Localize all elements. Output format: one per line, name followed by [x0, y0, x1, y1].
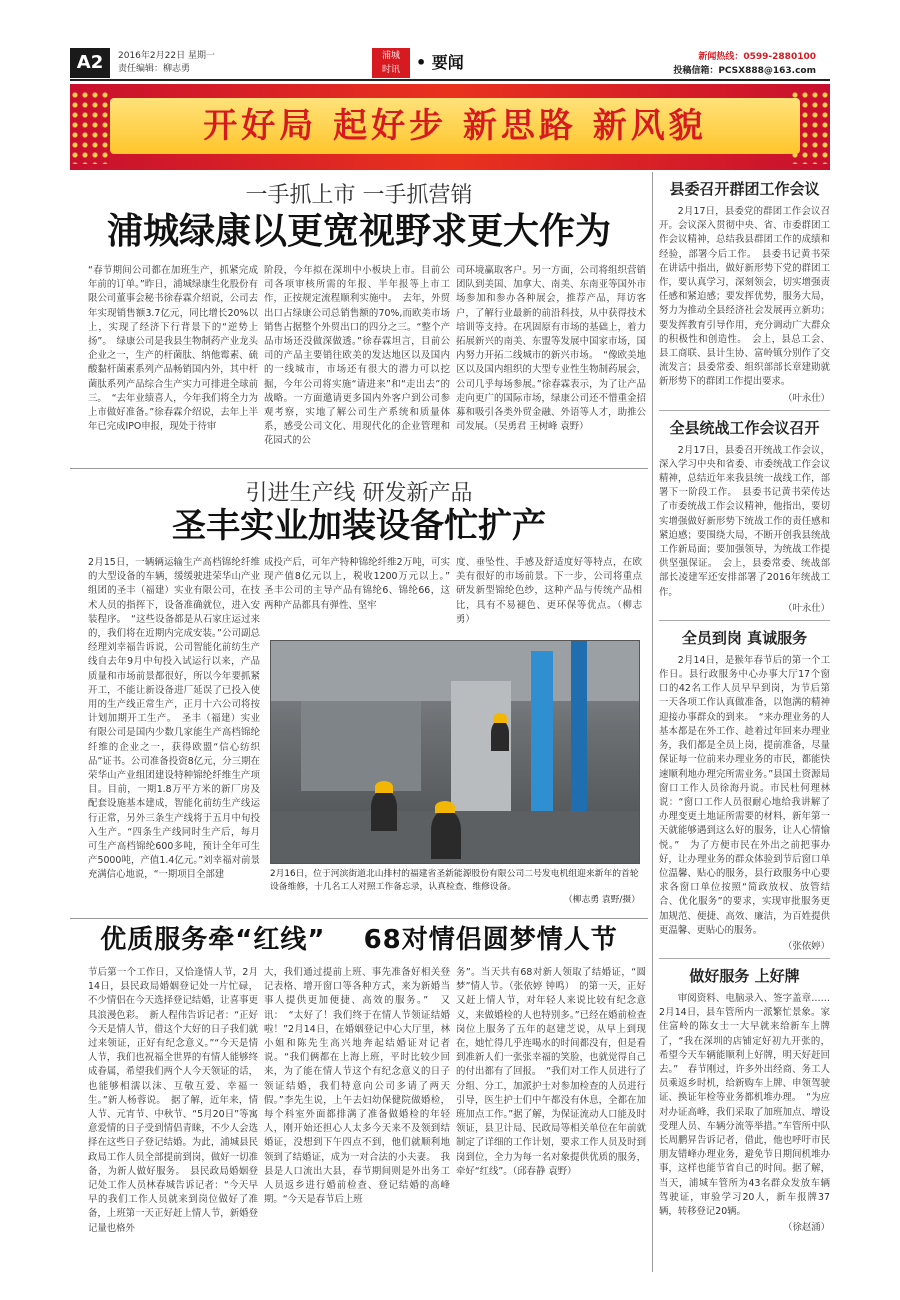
- section-label: 要闻: [431, 53, 464, 72]
- story1-col1: “春节期间公司都在加班生产，抓紧完成年前的订单。”昨日，浦城绿康生化股份有限公司董事会秘书徐春霖介绍说，公司去年实现销售额3.7亿元，同比增长20%以上，实现了经济下行背景下的“逆势上扬”。 绿康公司是我县生物制药产业龙头企业之一，生产的杆菌肽、纳他霉素、硫酸黏杆菌素系列产品畅销国内外，其中杆菌肽系列产品综合生产实力可排进全球前三。 “去年业绩喜人，今年我们将全力为上市做好准备。”徐春霖介绍说，去年上半年已完成IPO申报，现处于待审: [88, 265, 258, 433]
- contact-info: [673, 50, 816, 78]
- story2-col3: 度、垂坠性、手感及舒适度好等特点，在欧美有很好的市场前景。下一步，公司将重点研发新型锦纶色纱，这种产品与传统产品相比，具有不易褪色、更环保等优点。（柳志勇）: [456, 557, 642, 625]
- banner-panel: [110, 98, 800, 154]
- story1-col3: 司环境赢取客户。另一方面，公司将组织营销团队到美国、加拿大、南美、东南亚等国外市场参加和参办各种展会，推荐产品，拜访客户，了解行业最新的前沿科技，从中获得技术培训等支持。在巩固原有市场的基础上，着力拓展新兴的南美、东盟等发展中国家市场，国内努力开拓二线城市的新兴市场。 “像欧美地区以及国内组织的大型专业性生物制药展会，公司几乎每场参展。”徐春霖表示，为了让产品走向更广的国际市场，绿康公司还不惜重金招募和吸引各类外贸金融、外语等人才，助推公司发展。（吴勇君 王树峰 袁野）: [456, 265, 646, 433]
- story3-headline-part1: 优质服务牵“红线”: [100, 925, 326, 955]
- photo-worker-3: [491, 721, 509, 751]
- brief-title: 县委召开群团工作会议: [669, 180, 820, 198]
- brief-title: 全县统战工作会议召开: [669, 418, 820, 437]
- brief-byline: （叶永仕）: [783, 602, 830, 614]
- brief-divider: [659, 958, 830, 959]
- editor-credit: 责任编辑：柳志勇: [118, 64, 191, 74]
- slogan-banner: [70, 84, 830, 170]
- brief-body: 2月17日，县委党的群团工作会议召开。会议深入贯彻中央、省、市委群团工作会议精神，总结我县群团工作的成绩和经验，部署今后工作。 县委书记黄书荣在讲话中指出，做好新形势下党的群团工作，要认真学习，深刻领会，切实增强责任感和紧迫感；要发挥优势，服务大局，努力为推动全县经济社会发展再立新功；要发挥教育引导作用，充分调动广大群众的积极性和创造性。 会上，县总工会、县工商联、县计生协、富岭镇分别作了交流发言；县委常委、组织部部长章建勋就新形势下的群团工作提出要求。: [659, 206, 830, 388]
- story2-headline: 圣丰实业加装设备忙扩产: [172, 506, 546, 546]
- story2-col2: 成投产后，可年产特种锦纶纤维2万吨，可实现产值8亿元以上，税收1200万元以上。” 圣丰公司的主导产品有锦纶6、锦纶66，这两种产品都具有弹性、坚牢: [264, 557, 450, 611]
- photo-machinery: [301, 701, 421, 791]
- story3-col1: 节后第一个工作日，又恰逢情人节，2月14日，县民政局婚姻登记处一片忙碌，不少情侣在今天选择登记结婚，让喜事更具浪漫色彩。 新人程伟告诉记者：“正好今天是情人节，借这个大好的日子我们就过来领证，正好有纪念意义。”“今天是情人节，我们也祝福全世界的有情人能够终成眷属，希望我们两个人今天领证的话，也能够相濡以沫、互敬互爱、幸福一生。”新人杨蓉说。 据了解，近年来，情人节、元宵节、中秋节、“5月20日”等寓意爱情的日子受到情侣青睐，不少人会选择在这些日子登记结婚。为此，浦城县民政局工作人员全部提前到岗，做好一切准备，为新人做好服务。 县民政局婚姻登记处工作人员林春城告诉记者：“今天早早的我们工作人员就来到岗位做好了准备，上班第一天正好赶上情人节，新婚登记量也格外: [88, 967, 258, 1234]
- story3-headline: [70, 922, 648, 958]
- brief-divider: [659, 620, 830, 621]
- story1-col2: 阶段，今年拟在深圳中小板块上市。目前公司各项审核所需的年报、半年报等上市工作，正按规定流程顺利实施中。 去年，外贸出口占绿康公司总销售额的70%,而欧美市场销售占据整个外贸出口的四分之三。“整个产品市场还没做深做透。”徐春霖坦言，目前公司的产品主要销往欧美的发达地区以及国内的一线城市，市场还有很大的潜力可以挖掘，今年公司将实施“请进来”和“走出去”的战略。一方面邀请更多国内外客户到公司参观考察，实地了解公司生产系统和质量体系，感受公司文化、用现代化的企业管理和花园式的公: [264, 265, 450, 447]
- photo-helmet-1: [375, 781, 393, 793]
- brief-divider: [659, 410, 830, 411]
- brief-title: 做好服务 上好牌: [689, 966, 800, 985]
- brief-item: [659, 417, 830, 614]
- page-number: A2: [70, 48, 110, 78]
- story3-col3: 务”。当天共有68对新人领取了结婚证，“圆梦”情人节。（张依婷 钟鸣） 的第一天，正好又赶上情人节，对年轻人来说比较有纪念意义，来做婚检的人也特别多。”已经在婚前检查岗位上服务了五年的赵建芝说，从早上到现在，她忙得几乎连喝水的时间都没有，但是看到准新人们一张张幸福的笑脸，也就觉得自己的付出都有了回报。 “我们对工作人员进行了分组、分工，加派护士对参加检查的人员进行引导，医生护士们中午都没有休息，全都在加班加点工作。”据了解，为保证流动人口能及时领证，县卫计局、民政局等相关单位在年前就制定了详细的工作计划，要求工作人员及时到岗到位，全力为每一名对象提供优质的服务，牵好“红线”。（邱春静 袁野）: [456, 967, 646, 1177]
- divider: [70, 468, 648, 469]
- brief-title: 全员到岗 真诚服务: [681, 628, 808, 647]
- brief-byline: （徐赵涌）: [783, 1222, 830, 1234]
- brief-byline: （叶永仕）: [783, 392, 830, 404]
- section-title: • 要闻: [416, 53, 464, 72]
- issue-info: [118, 50, 215, 76]
- logo-text: 浦城时讯: [381, 51, 400, 75]
- brief-item: [659, 627, 830, 952]
- news-photo-power-plant: [270, 640, 640, 864]
- brief-item: [659, 965, 830, 1233]
- banner-decor-left: [70, 90, 110, 164]
- page-header: [0, 0, 900, 82]
- photo-worker-2: [431, 811, 461, 859]
- story1-kicker: 一手抓上市 一手抓营销: [245, 183, 473, 208]
- news-hotline: 新闻热线：0599-2880100: [698, 52, 816, 62]
- story3-headline-part2: 68对情侣圆梦情人节: [363, 925, 618, 955]
- masthead-logo: [372, 48, 410, 78]
- photo-tank: [451, 681, 511, 821]
- submission-email: 投稿信箱：PCSX888@163.com: [673, 66, 816, 76]
- photo-worker-1: [371, 791, 397, 831]
- brief-byline: （张依婷）: [783, 940, 830, 952]
- header-rule: [70, 79, 830, 81]
- banner-slogan: 开好局 起好步 新思路 新风貌: [203, 106, 707, 146]
- story2-kicker: 引进生产线 研发新产品: [245, 481, 473, 506]
- photo-helmet-2: [435, 801, 455, 813]
- brief-body: 2月14日，是猴年春节后的第一个工作日。县行政服务中心办事大厅17个窗口的42名工作人员早早到岗，为节后第一天各项工作认真做准备，以饱满的精神迎接办事群众的到来。 “来办理业务的人基本都是在外工作、趁着过年回来办理业务，我们都是全员上岗，提前准备，尽量保证每一位前来办理业务的市民，都能快速顺利地办理完所需业务。”县国土资源局窗口工作人员徐海丹说。市民杜何理林说：“窗口工作人员很耐心地给我讲解了办理变更土地证所需要的材料，新年第一天就能够遇到这么好的服务，让人心情愉悦。” 为了方便市民在外出之前把事办好，让办理业务的群众体验到节后窗口单位温馨、贴心的服务，县行政服务中心要求各窗口单位按照“简政放权、放管结合、优化服务”的要求，实现审批服务更加规范、便捷、高效、廉洁，为百姓提供更温馨、更贴心的服务。: [659, 654, 830, 936]
- issue-date: 2016年2月22日 星期一: [118, 51, 215, 61]
- photo-caption: [270, 868, 640, 907]
- photo-credit: （柳志勇 袁野/摄）: [563, 895, 640, 905]
- right-news-column: [652, 172, 830, 1272]
- story2-col1: 2月15日，一辆辆运输生产高档锦纶纤维的大型设备的车辆，缓缓驶进荣华山产业组团的圣丰（福建）实业有限公司，在技术人员的指挥下，设备准确就位，进入安装程序。 “这些设备都是从石家庄运过来的，我们将在近期内完成安装。”公司副总经理刘幸福告诉说，公司智能化前纺生产线自去年9月中旬投入试运行以来，产品质量和市场前景都很好，所以今年要抓紧开工，不能让新设备进厂延误了已投入使用的生产线正常生产，正月十六公司将按计划加期开工生产。 圣丰（福建）实业有限公司是国内少数几家能生产高档锦纶纤维的企业之一，获得欧盟“信心纺织品”证书。公司准备投资8亿元，分三期在荣华山产业组团建设特种锦纶纤维生产项目。目前，一期1.8万平方米的新厂房及配套设施基本建成，智能化前纺生产线运行正常，另外三条生产线将于五月中旬投入生产。“四条生产线同时生产后，每月可生产高档锦纶600多吨，预计全年可生产5000吨，产值1.4亿元。”刘幸福对前景充满信心地说，“一期项目全部建: [88, 557, 260, 881]
- caption-text: 2月16日，位于河滨街道北山排村的福建省圣新能源股份有限公司二号发电机组迎来新年的首轮设备维修，十几名工人对照工作备忘录，认真检查、维修设备。: [270, 869, 639, 892]
- story1-headline: 浦城绿康以更宽视野求更大作为: [106, 211, 611, 252]
- brief-item: [659, 178, 830, 404]
- photo-helmet-3: [493, 713, 507, 723]
- story3-col2: 大，我们通过提前上班、事先准备好相关登记表格、增开窗口等各种方式，来为新婚当事人提供更加便捷、高效的服务。” 又讯： “太好了！我们终于在情人节领证结婚啦！”2月14日，在婚姻登记中心大厅里，林小姐和陈先生高兴地奔起结婚证对记者说。“我们俩都在上海上班，平时比较少回来，为了能在情人节这个有纪念意义的日子领证结婚，我们特意向公司多请了两天假。”李先生说，上午去妇幼保健院做婚检，每个科室外面都排满了准备做婚检的年轻人，刚开始还担心人太多今天来不及领到结婚证，没想到下午四点不到，他们就顺利地领到了结婚证，成为一对合法的小夫妻。 我县是人口流出大县，春节期间则是外出务工人员返乡进行婚前检查、登记结婚的高峰期。“今天是春节后上班: [264, 967, 450, 1206]
- brief-body: 2月17日，县委召开统战工作会议，深入学习中央和省委、市委统战工作会议精神，总结近年来我县统一战线工作，部署下一阶段工作。 县委书记黄书荣传达了市委统战工作会议精神，他指出，要切实增强做好新形势下统战工作的责任感和紧迫感；要围绕大局，不断开创我县统战工作新局面；要加强领导，为统战工作提供坚强保证。 会上，县委常委、统战部部长凌建军还安排部署了2016年统战工作。: [659, 444, 830, 598]
- divider: [70, 918, 648, 919]
- brief-body: 审阅资料、电脑录入、签字盖章……2月14日，县车管所内一派繁忙景象。家住富岭的陈女士一大早就来给新车上牌了，“我在深圳的店铺定好初九开张的，希望今天车辆能顺利上好牌，明天好赶回去。” 春节刚过，许多外出经商、务工人员乘返乡时机，给新购车上牌、申领驾驶证、换证年检等业务都机堆办理。 “为应对办证高峰，我们采取了加班加点、增设受理人员、车辆分流等举措。”车管所中队长周鹏昇告诉记者，借此，他也呼吁市民朋友错峰办理业务，避免节日期间机堆办事，这样也能节省自己的时间。据了解，当天，浦城车管所为43名群众发放车辆驾驶证，审验学习20人，新车报牌37辆，转移登记20辆。: [659, 992, 830, 1217]
